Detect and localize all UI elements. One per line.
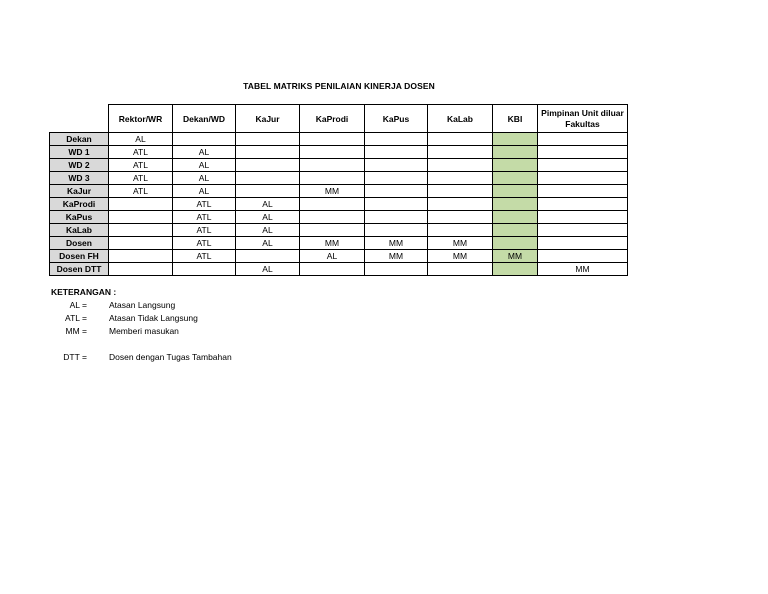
col-header-kalab: KaLab: [428, 105, 493, 133]
legend-item-al: [51, 300, 176, 313]
row-header: Dosen DTT: [50, 263, 109, 276]
table-cell: AL: [173, 159, 236, 172]
table-cell: [493, 146, 538, 159]
legend-desc: Memberi masukan: [109, 326, 179, 336]
table-cell: [493, 185, 538, 198]
table-cell: [493, 224, 538, 237]
table-cell: [428, 146, 493, 159]
col-header-kajur: KaJur: [236, 105, 300, 133]
table-cell: ATL: [173, 250, 236, 263]
table-row: [50, 146, 628, 159]
table-cell: [236, 159, 300, 172]
row-header: WD 2: [50, 159, 109, 172]
legend-desc: Atasan Langsung: [109, 300, 176, 310]
table-cell: [538, 185, 628, 198]
table-cell: ATL: [109, 185, 173, 198]
table-cell: AL: [236, 198, 300, 211]
table-cell: [493, 159, 538, 172]
legend-code: ATL =: [65, 313, 87, 323]
table-cell: ATL: [173, 211, 236, 224]
row-header: WD 3: [50, 172, 109, 185]
table-cell: [493, 263, 538, 276]
matrix-body: [50, 133, 628, 276]
table-cell: [300, 159, 365, 172]
table-cell: [365, 185, 428, 198]
table-cell: [538, 224, 628, 237]
legend-desc: Dosen dengan Tugas Tambahan: [109, 352, 232, 362]
table-cell: [493, 237, 538, 250]
table-cell: [109, 263, 173, 276]
table-cell: [428, 185, 493, 198]
table-cell: [236, 185, 300, 198]
table-cell: AL: [173, 146, 236, 159]
table-row: [50, 159, 628, 172]
legend-desc: Atasan Tidak Langsung: [109, 313, 198, 323]
table-row: [50, 185, 628, 198]
table-cell: AL: [236, 237, 300, 250]
table-cell: [493, 172, 538, 185]
table-cell: [538, 198, 628, 211]
table-cell: MM: [538, 263, 628, 276]
table-cell: [493, 198, 538, 211]
table-cell: [236, 172, 300, 185]
page-title: TABEL MATRIKS PENILAIAN KINERJA DOSEN: [243, 81, 435, 91]
legend-code: MM =: [65, 326, 87, 336]
row-header: KaJur: [50, 185, 109, 198]
table-cell: [365, 198, 428, 211]
table-cell: [428, 198, 493, 211]
table-row: [50, 198, 628, 211]
row-header: KaProdi: [50, 198, 109, 211]
table-cell: [428, 224, 493, 237]
table-cell: AL: [173, 172, 236, 185]
table-cell: [109, 198, 173, 211]
table-cell: [236, 250, 300, 263]
table-row: [50, 250, 628, 263]
row-header: KaLab: [50, 224, 109, 237]
table-cell: [365, 211, 428, 224]
table-cell: [109, 224, 173, 237]
table-cell: [365, 146, 428, 159]
table-cell: [300, 263, 365, 276]
table-cell: [538, 211, 628, 224]
table-cell: ATL: [173, 237, 236, 250]
table-cell: [236, 133, 300, 146]
legend-code: AL =: [69, 300, 87, 310]
table-cell: [493, 211, 538, 224]
assessment-matrix-table: [49, 104, 628, 276]
col-header-kaprodi: KaProdi: [300, 105, 365, 133]
table-cell: [300, 172, 365, 185]
col-header-pimpinan-unit: Pimpinan Unit diluar Fakultas: [538, 105, 628, 133]
table-cell: [365, 224, 428, 237]
legend-item-atl: [51, 313, 198, 326]
table-row: [50, 172, 628, 185]
table-row: [50, 224, 628, 237]
table-cell: [538, 133, 628, 146]
table-row: [50, 237, 628, 250]
table-cell: ATL: [109, 146, 173, 159]
legend-item-mm: [51, 326, 179, 339]
table-cell: [428, 263, 493, 276]
table-cell: [538, 237, 628, 250]
table-cell: ATL: [109, 159, 173, 172]
table-cell: [428, 159, 493, 172]
table-cell: [300, 146, 365, 159]
table-cell: [109, 237, 173, 250]
legend-heading: KETERANGAN :: [51, 287, 117, 297]
table-cell: MM: [365, 237, 428, 250]
table-cell: [428, 211, 493, 224]
table-cell: [428, 172, 493, 185]
table-cell: [236, 146, 300, 159]
row-header: Dosen: [50, 237, 109, 250]
table-cell: MM: [300, 237, 365, 250]
table-cell: AL: [236, 211, 300, 224]
col-header-kapus: KaPus: [365, 105, 428, 133]
table-cell: AL: [109, 133, 173, 146]
header-row: [50, 105, 628, 133]
table-cell: [300, 211, 365, 224]
table-cell: [538, 146, 628, 159]
table-cell: [173, 133, 236, 146]
row-header: KaPus: [50, 211, 109, 224]
table-row: [50, 211, 628, 224]
table-cell: ATL: [109, 172, 173, 185]
col-header-kbi: KBI: [493, 105, 538, 133]
table-cell: ATL: [173, 224, 236, 237]
table-cell: [109, 211, 173, 224]
table-cell: [365, 133, 428, 146]
row-header: WD 1: [50, 146, 109, 159]
table-cell: MM: [428, 250, 493, 263]
table-row: [50, 133, 628, 146]
table-cell: MM: [300, 185, 365, 198]
table-cell: [538, 172, 628, 185]
table-cell: [365, 159, 428, 172]
table-cell: ATL: [173, 198, 236, 211]
table-cell: [173, 263, 236, 276]
table-cell: AL: [236, 224, 300, 237]
table-cell: MM: [365, 250, 428, 263]
table-cell: MM: [428, 237, 493, 250]
table-cell: AL: [236, 263, 300, 276]
legend: [51, 287, 232, 365]
col-header-dekan: Dekan/WD: [173, 105, 236, 133]
table-cell: AL: [300, 250, 365, 263]
table-cell: [300, 224, 365, 237]
table-cell: [300, 133, 365, 146]
table-row: [50, 263, 628, 276]
corner-cell: [50, 105, 109, 133]
table-cell: [109, 250, 173, 263]
table-cell: [493, 133, 538, 146]
table-cell: AL: [173, 185, 236, 198]
table-cell: [300, 198, 365, 211]
table-cell: MM: [493, 250, 538, 263]
legend-item-dtt: [51, 352, 232, 365]
table-cell: [365, 172, 428, 185]
legend-code: DTT =: [63, 352, 87, 362]
table-cell: [538, 250, 628, 263]
col-header-rektor: Rektor/WR: [109, 105, 173, 133]
table-cell: [365, 263, 428, 276]
table-cell: [428, 133, 493, 146]
row-header: Dekan: [50, 133, 109, 146]
row-header: Dosen FH: [50, 250, 109, 263]
table-cell: [538, 159, 628, 172]
